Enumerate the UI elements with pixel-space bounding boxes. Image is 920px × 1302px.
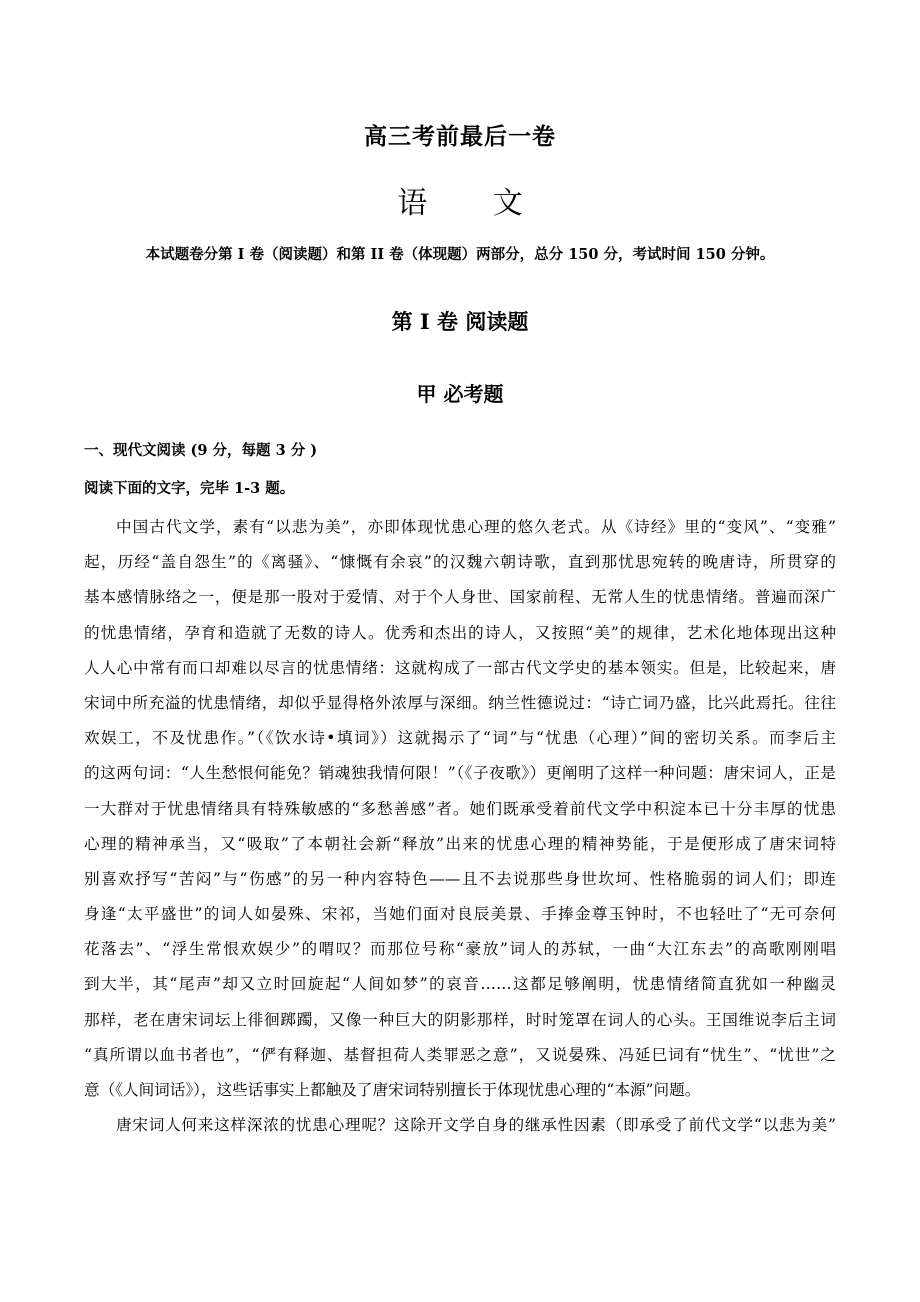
passage-line: 花落去”、“浮生常恨欢娱少”的喟叹？而那位号称“豪放”词人的苏轼，一曲“大江东去”的高歌刚刚唱 (84, 940, 836, 959)
passage-line: 那样，老在唐宋词坛上徘徊踯躅，又像一种巨大的阴影那样，时时笼罩在词人的心头。王国维说李后主词 (84, 1010, 836, 1029)
part-title: 第 I 卷 阅读题 (391, 309, 529, 334)
passage-line: 宋词中所充溢的忧患情绪，却似乎显得格外浓厚与深细。纳兰性德说过：“诗亡词乃盛，比兴此焉托。往往 (84, 693, 836, 712)
passage-line: 基本感情脉络之一，便是那一股对于爱情、对于个人身世、国家前程、无常人生的忧患情绪。普遍而深广 (84, 588, 836, 607)
passage-line: 心理的精神承当，又“吸取”了本朝社会新“释放”出来的忧患心理的精神势能，于是便形成了唐宋词特 (84, 834, 836, 853)
passage-line: 身逢“太平盛世”的词人如晏殊、宋祁，当她们面对良辰美景、手捧金尊玉钟时，不也轻吐了“无可奈何 (84, 905, 836, 924)
passage-line: 的这两句词：“人生愁恨何能免？销魂独我情何限！”（《子夜歌》）更阐明了这样一种问题：唐宋词人，正是 (84, 764, 836, 783)
exam-title: 高三考前最后一卷 (364, 123, 556, 150)
question-heading: 一、现代文阅读 (9 分，每题 3 分 ) (84, 442, 318, 459)
passage-line: 一大群对于忧患情绪具有特殊敏感的“多愁善感”者。她们既承受着前代文学中积淀本已十分丰厚的忧患 (84, 799, 836, 818)
subject-title: 语 文 (397, 186, 551, 221)
passage-line: 意（《人间词话》），这些话事实上都触及了唐宋词特别擅长于体现忧患心理的“本源”问题。 (84, 1081, 701, 1099)
passage-line: 中国古代文学，素有“以悲为美”，亦即体现忧患心理的悠久老式。从《诗经》里的“变风”、“变雅” (116, 518, 836, 536)
passage (84, 510, 836, 1143)
passage-line: 别喜欢抒写“苦闷”与“伤感”的另一种内容特色——且不去说那些身世坎坷、性格脆弱的词人们；即连 (84, 869, 836, 888)
passage-line: 人人心中常有而口却难以尽言的忧患情绪：这就构成了一部古代文学史的基本领实。但是，比较起来，唐 (84, 658, 836, 677)
passage-line: 到大半，其“尾声”却又立时回旋起“人间如梦”的哀音……这都足够阐明，忧患情绪简直犹如一种幽灵 (84, 975, 836, 994)
passage-line: 欢娱工，不及忧患作。”（《饮水诗•填词》）这就揭示了“词”与“忧患（心理）”间的密切关系。而李后主 (84, 729, 836, 748)
passage-line: 的忧患情绪，孕育和造就了无数的诗人。优秀和杰出的诗人，又按照“美”的规律，艺术化地体现出这种 (84, 623, 836, 642)
passage-line: 起，历经“盖自怨生”的《离骚》、“慷慨有余哀”的汉魏六朝诗歌，直到那忧思宛转的晚唐诗，所贯穿的 (84, 553, 836, 572)
exam-intro: 本试题卷分第 I 卷（阅读题）和第 II 卷（体现题）两部分，总分 150 分，考试时间 150 分钟。 (145, 246, 775, 263)
passage-line: “真所谓以血书者也”，“俨有释迦、基督担荷人类罪恶之意”，又说晏殊、冯延巳词有“忧生”、“忧世”之 (84, 1045, 836, 1064)
section-title: 甲 必考题 (416, 382, 504, 406)
passage-line: 唐宋词人何来这样深浓的忧患心理呢？这除开文学自身的继承性因素（即承受了前代文学“以悲为美” (116, 1116, 836, 1135)
reading-instruction: 阅读下面的文字，完毕 1-3 题。 (84, 480, 295, 497)
